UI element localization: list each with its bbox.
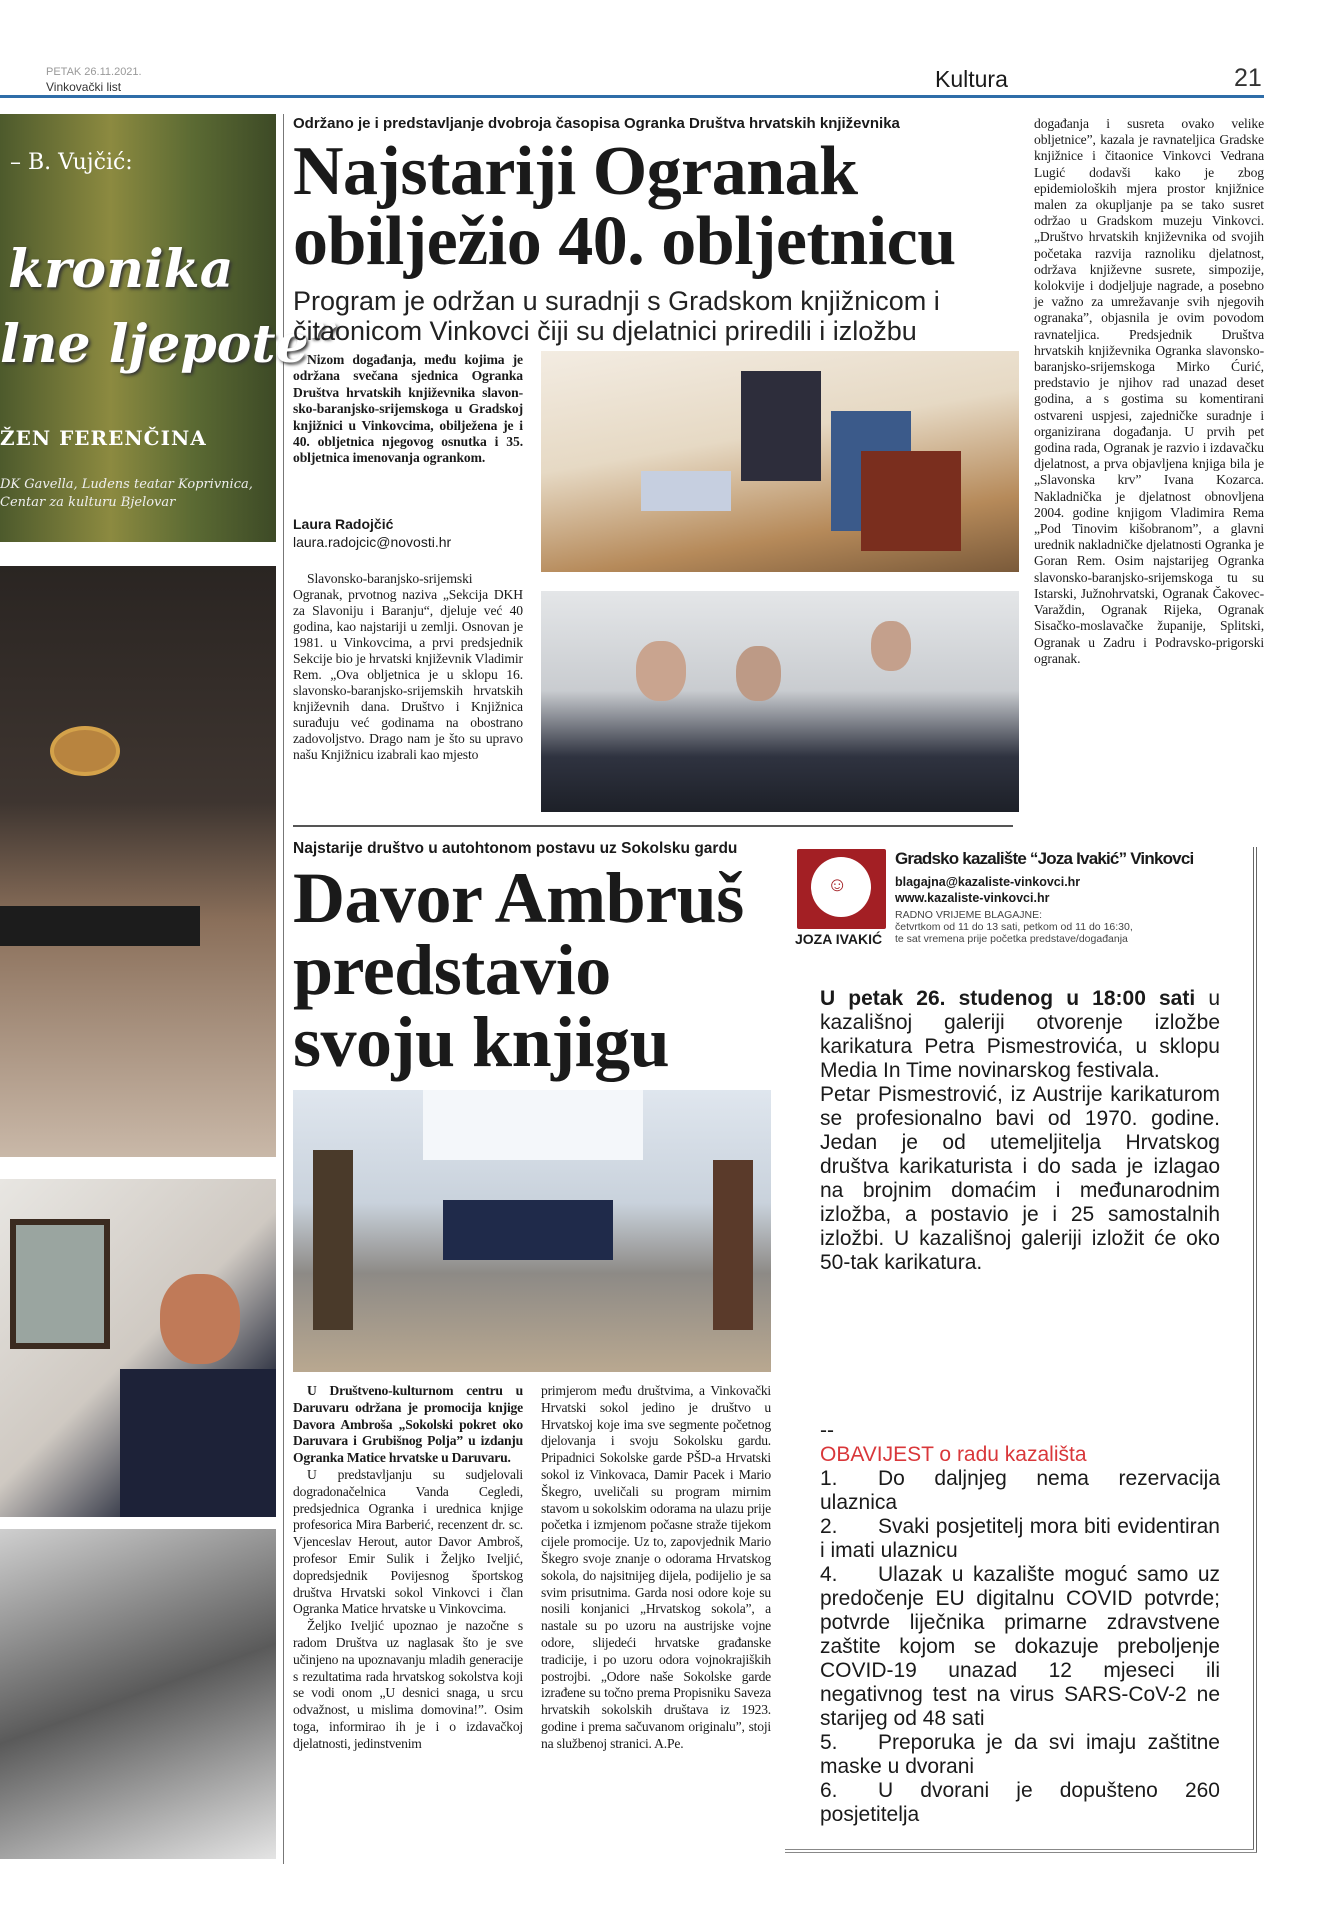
issue-date: PETAK 26.11.2021. [46, 66, 142, 78]
article-divider [293, 825, 1013, 827]
ad-author: – B. Vujčić: [10, 150, 133, 175]
notice-item [820, 1731, 1220, 1779]
article1-lead [293, 352, 523, 467]
event-description: u kazališnoj galeriji otvorenje izložbe karikatura Petra Pismestrovića, u sklopu Media In Time novinarskog festivala. [820, 987, 1221, 1082]
ad-producers: DK Gavella, Ludens teatar Koprivnica, Centar za kulturu Bjelovar [0, 477, 253, 510]
newspaper-name: Vinkovački list [46, 80, 122, 94]
article2-headline-line-1: Davor Ambruš [293, 858, 744, 938]
theatre-poster-ad [0, 114, 339, 542]
ad-title-line-2: lne ljepote“ [0, 314, 339, 375]
notice-text: Do daljnjeg nema rezervacija ulaznica [820, 1467, 1220, 1514]
article2-body-text-3: primjerom među društvima, a Vinkovački Hrvatski sokol jedino je društvo u Hrvatskoj koje ima sve segmente početnog djelovanja i svoju Sokolsku gardu. Pripadnici Sokolske garde PŠD-a Hrvatski sokol iz Vinkovaca, Damir Pacek i Mario Škegro, uveličali su program mirnim stavom u sokolskim odorama na ulazu prije početka i izmjenom počasne straže tijekom cijele promocije. Uz to, zapovjednik Mario Škegro svoje znanje o odorama Hrvatskog sokola, do najsitnijeg dijela, podijelio je sa svim prisutnima. Garda nosi odore koje su nosili konjanici „Hrvatskog sokola”, a nastale su po uzoru na austrijske vojne odore, slijedeći hrvatske građanske tradicije, i po uzoru odora vojnokrajiških postrojbi. „Odore naše Sokolske garde izrađene su točno prema Propisniku Saveza hrvatskih sokolskih društava iz 1923. godine i prema sačuvanom originalu”, stoji na službenoj stranici. A.Pe. [541, 1383, 771, 1751]
article2-body-text-2: Željko Iveljić upoznao je nazočne s radom Društva uz naglasak što je sve učinjeno na upoznavanju mladih generacije s rezultatima rada hrvatskog sokolstva koji se vodi onom „U desnici snaga, u srcu odvažnost, u mislima domovina!”. Osim toga, informirao ih je i o izdavačkoj djelatnosti, jedinstvenim [293, 1618, 523, 1751]
article1-body-col3 [1034, 116, 1264, 667]
exhibition-announcement [820, 987, 1220, 1275]
theatre-title: Gradsko kazalište “Joza Ivakić” Vinkovci [895, 849, 1194, 868]
notice-title: OBAVIJEST o radu kazališta [820, 1443, 1087, 1466]
notice-text: Svaki posjetitelj mora biti evidentiran i imati ulaznicu [820, 1515, 1220, 1562]
ad-title-line-1: kronika [8, 239, 234, 300]
photo-historic-bw [0, 1529, 276, 1859]
article2-headline-line-2: predstavio [293, 930, 611, 1010]
article1-deck: Program je održan u suradnji s Gradskom knjižnicom i čitaonicom Vinkovci čiji su djelatnici priredili i izložbu [293, 286, 940, 346]
theatre-announcement-box [785, 847, 1257, 1853]
article1-lead-text: Nizom događanja, među kojima je održana svečana sjednica Ogranka Društva hrvatskih književnika slavon-sko-baranjsko-srijemskoga u Gradskoj knjižnici u Vinkovcima, obilježena je i 40. obljetnica njegovog osnutka i 35. obljetnica imenovanja ogrankom. [293, 352, 523, 466]
photo-book-promotion-stage [293, 1090, 771, 1372]
notice-number: 4. [820, 1563, 838, 1586]
separator: -- [820, 1419, 834, 1442]
article1-body-col1 [293, 571, 523, 763]
notice-text: U dvorani je dopušteno 260 posjetitelja [820, 1779, 1220, 1826]
box-office-hours-1: četvrtkom od 11 do 13 sati, petkom od 11 do 16:30, [895, 921, 1133, 933]
article1-body-text-1: Slavonsko-baranjsko-srijemski Ogranak, prvotnog naziva „Sekcija DKH za Slavoniju i Baranju“, djeluje već 40 godina, kao najstariji u zemlji. Osnovan je 1981. u Vinkovcima, a prvi predsjednik Sekcije bio je hrvatski književnik Vladimir Rem. „Ova obljetnica je u sklopu 16. slavonsko-baranjsko-srijemskih hrvatskih književnih dana. Društvo i Knjižnica surađuju već godinama na obostrano zadovoljstvo. Drago nam je što su upravo našu Knjižnicu izabrali kao mjesto [293, 571, 523, 762]
photo-panel-audience [0, 566, 276, 1157]
theatre-masks-icon: ☺ [827, 874, 848, 896]
article1-author-email[interactable]: laura.radojcic@novosti.hr [293, 534, 452, 550]
article1-headline-line-2: obilježio 40. obljetnicu [293, 203, 956, 280]
notice-number: 6. [820, 1779, 838, 1802]
artist-bio: Petar Pismestrović, iz Austrije karikaturom se profesionalno bavi od 1970. godine. Jedan je od utemeljitelja Hrvatskog društva karikaturista i do sada je izlagao na brojnim domaćim i međunarodnim izložba, a postavio je i 25 samostalnih izložbi. U kazališnoj galeriji izložit će oko 50-tak karikatura. [820, 1083, 1220, 1274]
article1-author: Laura Radojčić [293, 516, 394, 532]
notice-item [820, 1515, 1220, 1563]
notice-text: Preporuka je da svi imaju zaštitne maske u dvorani [820, 1731, 1220, 1778]
theatre-website[interactable]: www.kazaliste-vinkovci.hr [895, 891, 1050, 905]
theatre-logo-name: JOZA IVAKIĆ [795, 931, 883, 947]
header-rule [0, 95, 1264, 98]
article2-headline-line-3: svoju knjigu [293, 1002, 670, 1082]
article2-body-col2 [541, 1383, 771, 1753]
notice-number: 5. [820, 1731, 838, 1754]
event-date-time: U petak 26. studenog u 18:00 sati [820, 987, 1196, 1010]
notice-number: 1. [820, 1467, 838, 1490]
box-office-hours-2: te sat vremena prije početka predstave/događanja [895, 933, 1128, 945]
article1-headline-line-1: Najstariji Ogranak [293, 133, 858, 210]
column-rule [283, 114, 284, 1864]
section-title: Kultura [935, 66, 1008, 92]
theatre-logo [797, 849, 886, 929]
theatre-notice [820, 1419, 1220, 1827]
photo-woman-gallery [0, 1179, 276, 1517]
article1-body-text-2: događanja i susreta ovako velike obljetnice”, kazala je ravnateljica Gradske knjižnice i čitaonice Vinkovci Vedrana Lugić dodavši kako je zbog epidemioloških mjera prostor knjižnice malen za okupljanje pa se tako susret održao u Gradskom muzeju Vinkovci. „Društvo hrvatskih književnika od svojih početaka razvija raznoliku djelatnost, održava književne susrete, simpozije, kolokvije i dodjeljuje nagrade, a posebno je važno za umrežavanje svih njegovih ogranaka”, objasnila je ovim povodom ravnateljica. Predsjednik Društva hrvatskih književnika Ogranka slavonsko-baranjsko-srijemskoga Mirko Ćurić, predstavio je njihov rad unazad deset godina, a s gostima su komentirani ostvareni uspjesi, zajedničke suradnje i organizirana događanja. U prvih pet godina rada, Ogranak je razvio i izdavačku djelatnost, a prva objavljena knjiga bila je „Slavonska krv” Ivana Kozarca. Nakladnička je djelatnost obnovljena 2004. godine knjigom Vladimira Rema „Pod Tinovim kišobranom”, a glavni urednik nakladničke djelatnosti Ogranka je Goran Rem. Osim najstarijeg Ogranka slavonsko-baranjsko-srijemskoga tu su Istarski, Južnohrvatski, Ogranak Čakovec-Varaždin, Ogranak Rijeka, Ogranak Sisačko-moslavačke županije, Splitski, Ogranak u Zadru i Podravsko-prigorski ogranak. [1034, 116, 1264, 666]
page-number: 21 [1234, 64, 1262, 92]
article1-kicker: Održano je i predstavljanje dvobroja časopisa Ogranka Društva hrvatskih književnika [293, 115, 900, 132]
ad-director: ŽEN FERENČINA [0, 426, 207, 450]
article2-lead: U Društveno-kulturnom centru u Daruvaru održana je promocija knjige Davora Ambroša „Sokolski pokret oko Daruvara i Grubišnog Polja” u izdanju Ogranka Matice hrvatske u Daruvaru. [293, 1383, 523, 1466]
article2-body-col1 [293, 1383, 523, 1753]
photo-books-exhibition [541, 351, 1019, 572]
notice-text: Ulazak u kazalište moguć samo uz predočenje EU digitalnu COVID potvrde; potvrde liječnika primarne zdravstvene zaštite kojom se dokazuje preboljenje COVID-19 unazad 12 mjeseci ili negativnog test na virus SARS-CoV-2 ne starijeg od 48 sati [820, 1563, 1220, 1730]
notice-number: 2. [820, 1515, 838, 1538]
notice-item [820, 1467, 1220, 1515]
article2-kicker: Najstarije društvo u autohtonom postavu uz Sokolsku gardu [293, 840, 738, 857]
notice-item [820, 1563, 1220, 1731]
theatre-email[interactable]: blagajna@kazaliste-vinkovci.hr [895, 875, 1081, 889]
article2-body-text-1: U predstavljanju su sudjelovali dogradonačelnica Vanda Cegledi, predsjednica Ogranka i urednica knjige profesorica Mira Barberić, recenzent dr. sc. Vjenceslav Herout, autor Davor Ambroš, profesor Emir Sulik i Željko Iveljić, dopredsjednik Povijesnog športskog društva Hrvatski sokol Vinkovci i član Ogranka Matice hrvatske u Vinkovcima. [293, 1466, 523, 1617]
notice-item [820, 1779, 1220, 1827]
box-office-hours-label: RADNO VRIJEME BLAGAJNE: [895, 909, 1043, 921]
photo-meeting-audience [541, 591, 1019, 812]
